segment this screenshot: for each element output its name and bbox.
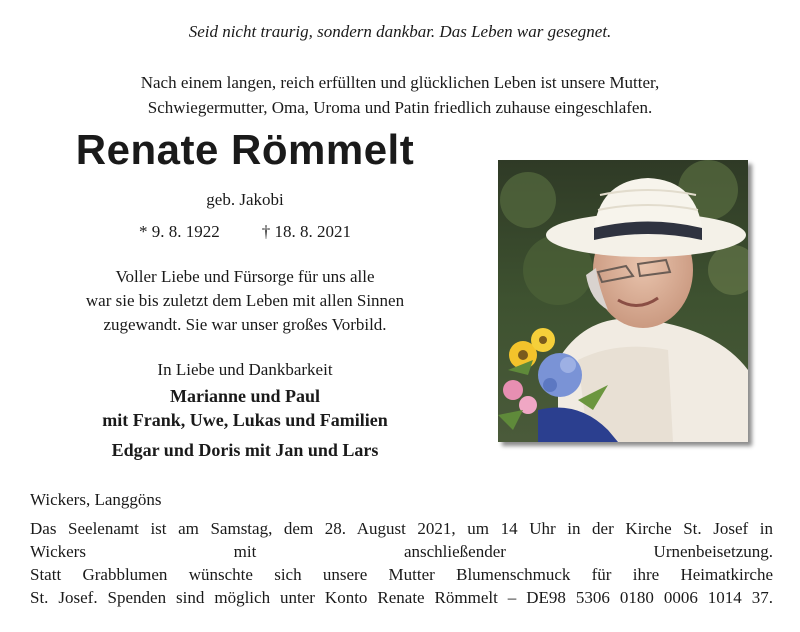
life-dates bbox=[30, 222, 460, 242]
quote-line-2: war sie bis zuletzt dem Leben mit allen Sinnen bbox=[85, 291, 405, 310]
quote-line-3: zugewandt. Sie war unser großes Vorbild. bbox=[103, 315, 387, 334]
portrait-photo bbox=[498, 160, 748, 442]
motto-line: Seid nicht traurig, sondern dankbar. Das Leben war gesegnet. bbox=[188, 22, 612, 41]
deceased-name: Renate Römmelt bbox=[75, 126, 415, 173]
mourner-line-2: mit Frank, Uwe, Lukas und Familien bbox=[102, 410, 388, 430]
mourner-line-3: Edgar und Doris mit Jan und Lars bbox=[111, 440, 379, 460]
death-date: † 18. 8. 2021 bbox=[261, 222, 351, 241]
announcement-line-2: Wickers mit anschließender Urnenbeisetzung. bbox=[30, 542, 773, 561]
announcement-line-3: Statt Grabblumen wünschte sich unsere Mutter Blumenschmuck für ihre Heimatkirche bbox=[30, 565, 773, 584]
mourners-intro: In Liebe und Dankbarkeit bbox=[157, 360, 333, 379]
announcement-line-1: Das Seelenamt ist am Samstag, dem 28. August 2021, um 14 Uhr in der Kirche St. Josef in bbox=[30, 519, 773, 538]
maiden-name: geb. Jakobi bbox=[206, 190, 284, 209]
intro-text bbox=[0, 70, 800, 120]
intro-line-2: Schwiegermutter, Oma, Uroma und Patin friedlich zuhause eingeschlafen. bbox=[147, 98, 653, 117]
mourners-list bbox=[30, 384, 460, 432]
announcement-text bbox=[30, 517, 773, 609]
quote-line-1: Voller Liebe und Fürsorge für uns alle bbox=[115, 267, 375, 286]
memorial-quote bbox=[30, 265, 460, 337]
announcement-line-4: St. Josef. Spenden sind möglich unter Konto Renate Römmelt – DE98 5306 0180 0006 1014 37. bbox=[30, 588, 773, 607]
intro-line-1: Nach einem langen, reich erfüllten und glücklichen Leben ist unsere Mutter, bbox=[140, 73, 660, 92]
mourner-line-1: Marianne und Paul bbox=[169, 386, 321, 406]
place-line: Wickers, Langgöns bbox=[30, 490, 162, 509]
birth-date: * 9. 8. 1922 bbox=[139, 222, 220, 241]
